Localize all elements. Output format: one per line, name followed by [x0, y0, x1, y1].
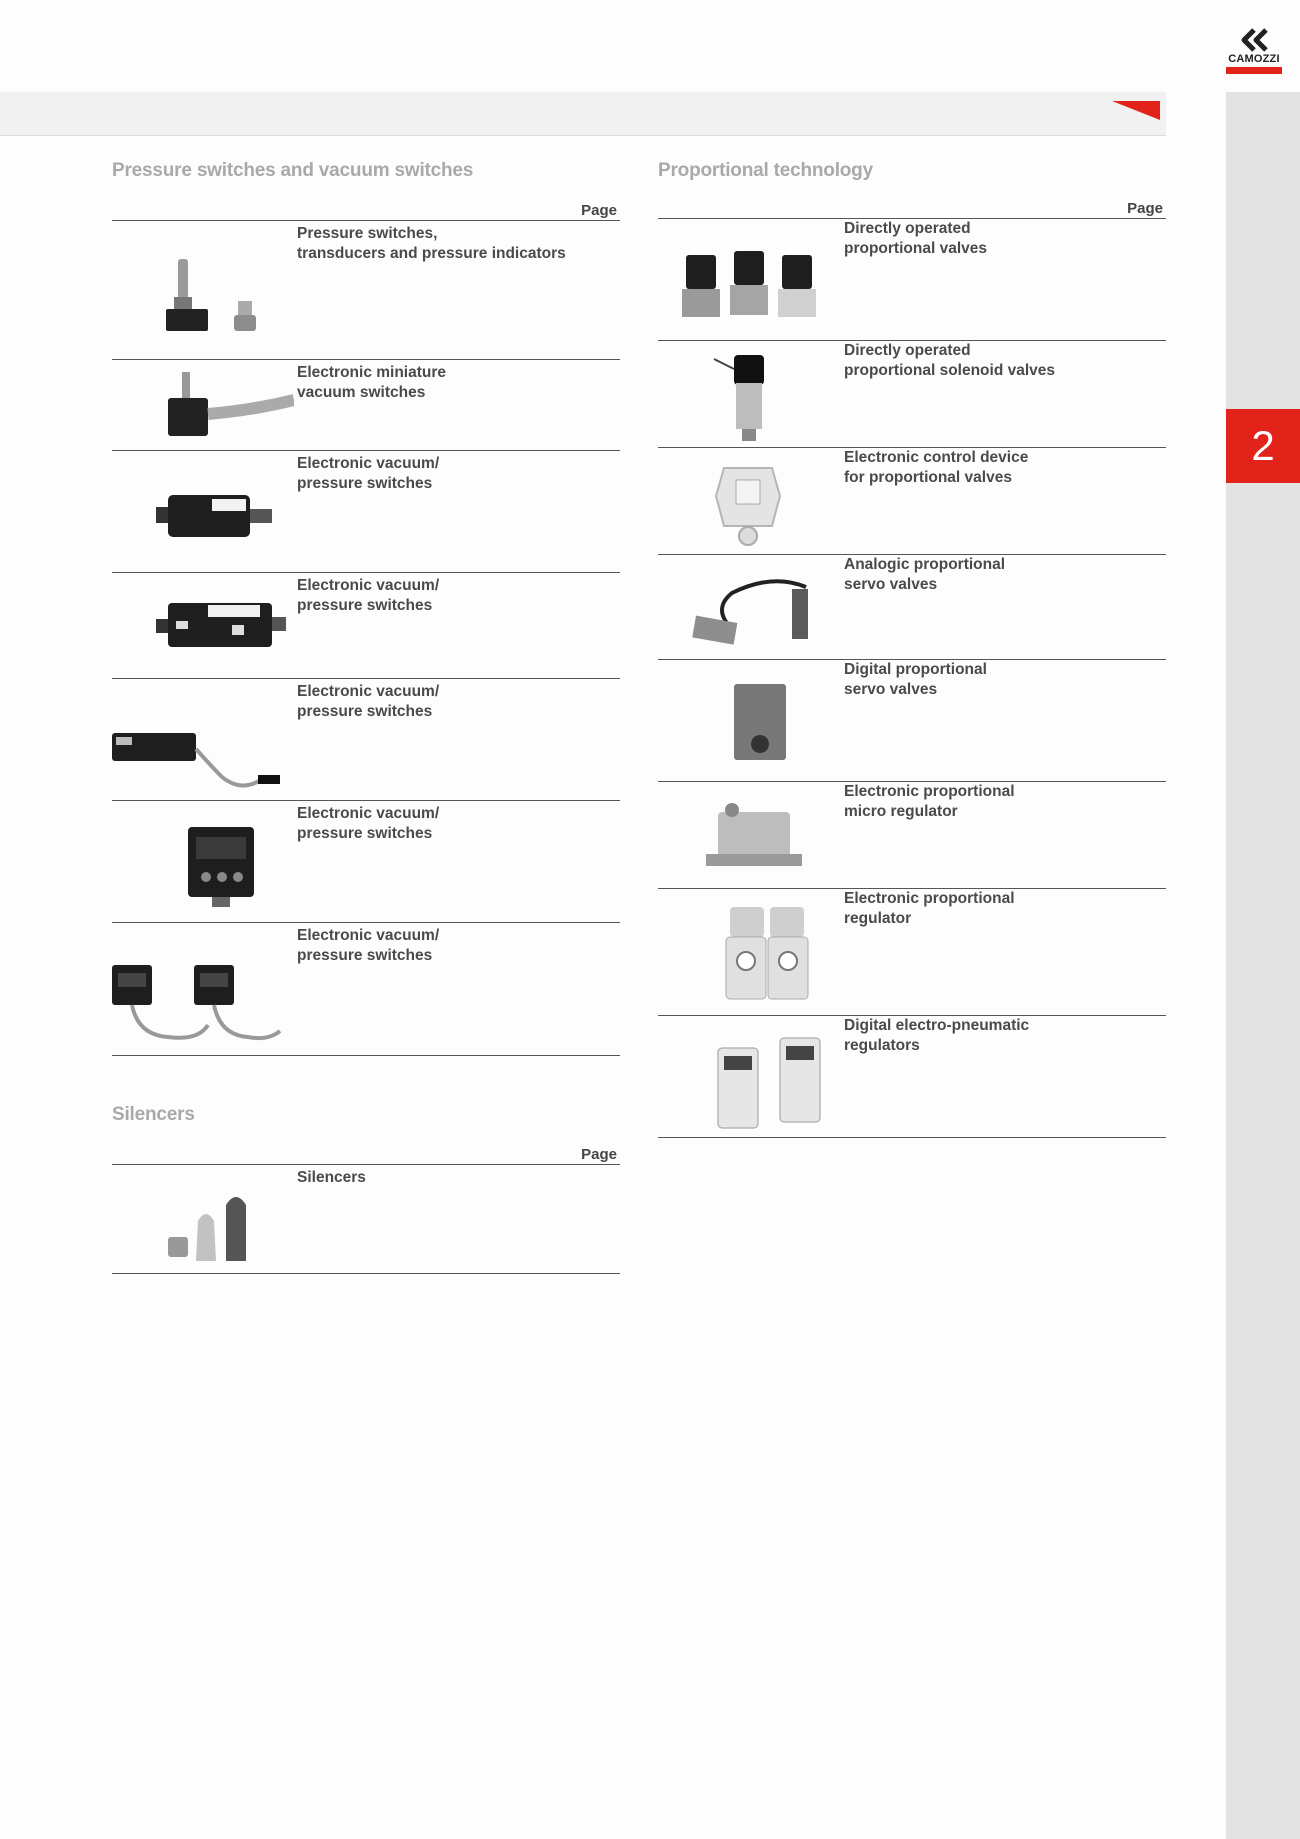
item-label: Electronic miniature vacuum switches	[297, 364, 447, 401]
section-title: Pressure switches and vacuum switches	[112, 160, 474, 181]
corner-flag	[1112, 101, 1160, 120]
vacuum-pressure-switch-display-image	[156, 589, 296, 661]
vacuum-pressure-switch-cable-image	[102, 727, 282, 799]
camozzi-logo-mark	[1224, 28, 1284, 52]
pressure-switch-image	[164, 249, 264, 341]
item-label: Silencers	[297, 1169, 366, 1186]
item-label: Electronic vacuum/ pressure switches	[297, 683, 440, 720]
page-column-header: Page	[1127, 200, 1163, 217]
item-label: Electronic proportional micro regulator	[844, 783, 1015, 820]
silencers-section	[112, 1104, 620, 1274]
catalog-row[interactable]	[658, 447, 1166, 554]
item-label: Pressure switches, transducers and pressure indicators	[297, 225, 566, 262]
proportional-solenoid-valve-image	[712, 353, 772, 445]
item-label: Electronic vacuum/ pressure switches	[297, 455, 440, 492]
catalog-row[interactable]	[112, 800, 620, 922]
page-column-header: Page	[581, 1146, 617, 1163]
catalog-row[interactable]	[112, 922, 620, 1056]
item-label: Electronic proportional regulator	[844, 890, 1015, 927]
header-band	[0, 92, 1166, 136]
proportional-valves-image	[680, 247, 830, 327]
item-label: Digital proportional servo valves	[844, 661, 987, 698]
analogic-servo-valve-image	[692, 569, 822, 655]
page-column-header: Page	[581, 202, 617, 219]
item-label: Directly operated proportional valves	[844, 220, 987, 257]
square-pressure-switch-image	[184, 823, 264, 909]
catalog-row[interactable]	[112, 572, 620, 678]
catalog-row[interactable]	[658, 888, 1166, 1015]
item-label: Electronic vacuum/ pressure switches	[297, 805, 440, 842]
catalog-row[interactable]	[112, 1164, 620, 1274]
catalog-row[interactable]	[658, 1015, 1166, 1138]
proportional-technology-section	[658, 160, 1166, 1138]
catalog-row[interactable]	[112, 220, 620, 359]
camozzi-logo	[1224, 28, 1284, 76]
section-title: Proportional technology	[658, 160, 873, 181]
item-label: Directly operated proportional solenoid valves	[844, 342, 1056, 379]
digital-servo-valve-image	[728, 678, 798, 770]
catalog-row[interactable]	[658, 781, 1166, 888]
section-title: Silencers	[112, 1104, 195, 1125]
item-label: Digital electro-pneumatic regulators	[844, 1017, 1030, 1054]
catalog-row[interactable]	[658, 340, 1166, 447]
silencers-image	[166, 1191, 266, 1271]
chapter-number: 2	[1251, 422, 1275, 469]
vacuum-pressure-switch-image	[156, 481, 296, 551]
control-device-image	[710, 456, 790, 552]
item-label: Electronic vacuum/ pressure switches	[297, 927, 440, 964]
pressure-switches-section	[112, 160, 620, 1056]
item-label: Electronic vacuum/ pressure switches	[297, 577, 440, 614]
proportional-regulator-image	[722, 901, 822, 1013]
catalog-row[interactable]	[112, 450, 620, 572]
item-label: Electronic control device for proportional valves	[844, 449, 1029, 486]
electro-pneumatic-regulators-image	[696, 1024, 826, 1136]
catalog-row[interactable]	[112, 359, 620, 450]
item-label: Analogic proportional servo valves	[844, 556, 1006, 593]
catalog-row[interactable]	[658, 554, 1166, 659]
chapter-tab[interactable]	[1226, 409, 1300, 483]
dual-pressure-switch-image	[108, 961, 288, 1053]
miniature-vacuum-switch-image	[164, 370, 294, 444]
catalog-row[interactable]	[658, 659, 1166, 781]
logo-wordmark: CAMOZZI	[1228, 53, 1280, 65]
micro-regulator-image	[704, 798, 814, 874]
chapter-sidebar	[1226, 92, 1300, 1839]
catalog-row[interactable]	[112, 678, 620, 800]
catalog-row[interactable]	[658, 218, 1166, 340]
logo-red-bar	[1226, 67, 1282, 74]
